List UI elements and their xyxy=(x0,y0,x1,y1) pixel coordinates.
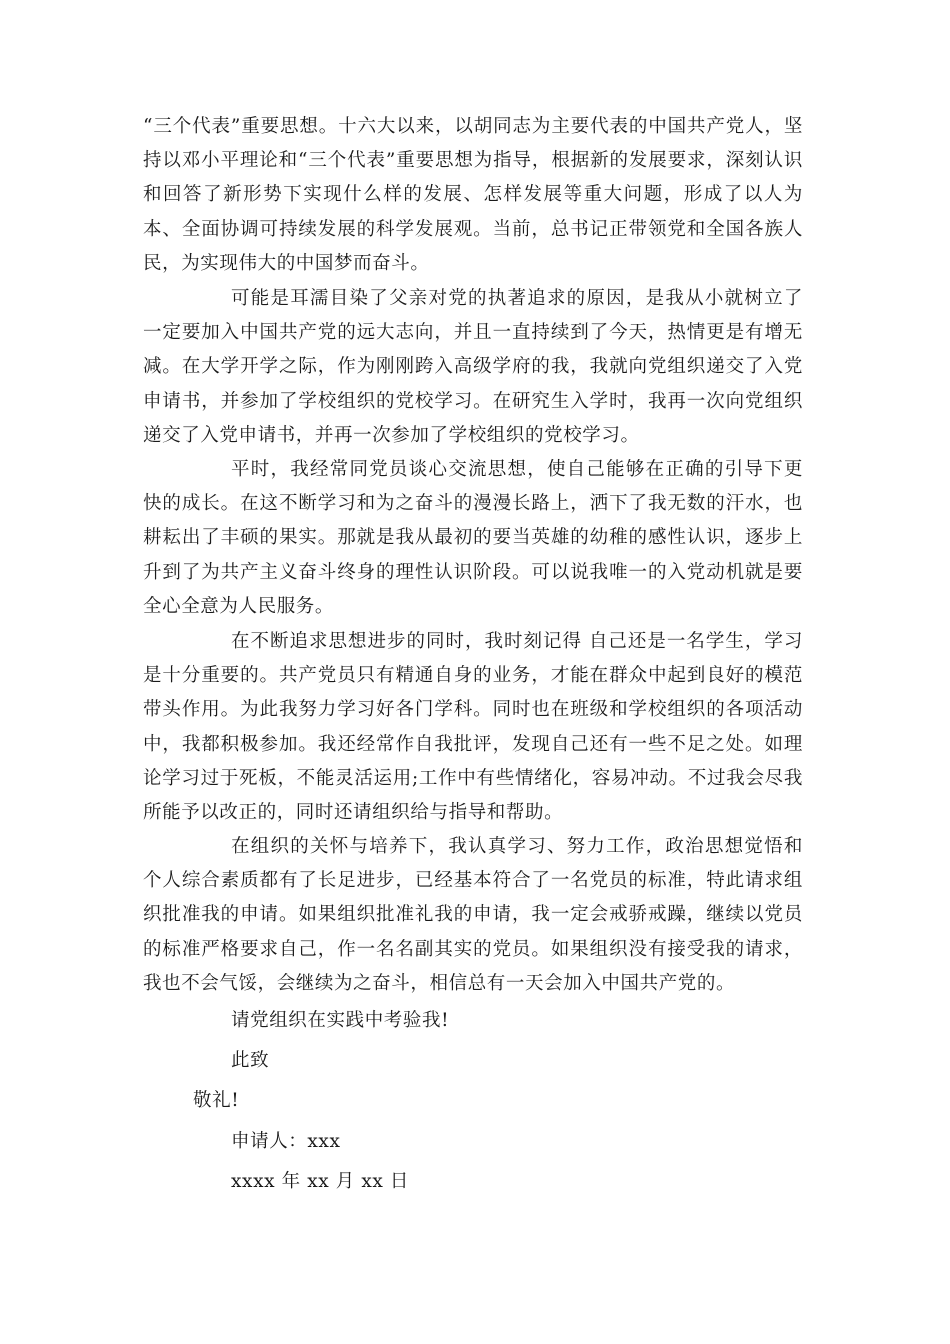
closing-line: 请党组织在实践中考验我! xyxy=(231,1010,450,1031)
paragraph-5: 在组织的关怀与培养下，我认真学习、努力工作，政治思想觉悟和个人综合素质都有了长足进步，已经基本符合了一名党员的标准，特此请求组织批准我的申请。如果组织批准礼我的申请，我一定会戒骄戒躁，继续以党员的标准严格要求自己，作一名名副其实的党员。如果组织没有接受我的请求，我也不会气馁，会继续为之奋斗，相信总有一天会加入中国共产党的。 xyxy=(143,836,803,994)
paragraph-3: 平时，我经常同党员谈心交流思想，使自己能够在正确的引导下更快的成长。在这不断学习和为之奋斗的漫漫长路上，洒下了我无数的汗水，也耕耘出了丰硕的果实。那就是我从最初的要当英雄的幼稚的感性认识，逐步上升到了为共产主义奋斗终身的理性认识阶段。可以说我唯一的入党动机就是要全心全意为人民服务。 xyxy=(143,459,803,617)
paragraph-2: 可能是耳濡目染了父亲对党的执著追求的原因，是我从小就树立了一定要加入中国共产党的远大志向，并且一直持续到了今天，热情更是有增无减。在大学开学之际，作为刚刚跨入高级学府的我，我就向党组织递交了入党申请书，并参加了学校组织的党校学习。在研究生入学时，我再一次向党组织递交了入党申请书，并再一次参加了学校组织的党校学习。 xyxy=(143,288,803,446)
applicant-name: 申请人：xxx xyxy=(231,1131,341,1152)
salutation-cizhi: 此致 xyxy=(231,1050,270,1071)
salutation-jingli: 敬礼! xyxy=(193,1090,240,1111)
paragraph-1: “三个代表”重要思想。十六大以来，以胡同志为主要代表的中国共产党人，坚持以邓小平理论和“三个代表”重要思想为指导，根据新的发展要求，深刻认识和回答了新形势下实现什么样的发展、怎样发展等重大问题，形成了以人为本、全面协调可持续发展的科学发展观。当前，总书记正带领党和全国各族人民，为实现伟大的中国梦而奋斗。 xyxy=(143,116,803,274)
application-date: xxxx 年 xx 月 xx 日 xyxy=(231,1171,409,1192)
paragraph-4: 在不断追求思想进步的同时，我时刻记得 自己还是一名学生，学习是十分重要的。共产党员只有精通自身的业务，才能在群众中起到良好的模范带头作用。为此我努力学习好各门学科。同时也在班级和学校组织的各项活动中，我都积极参加。我还经常作自我批评，发现自己还有一些不足之处。如理论学习过于死板，不能灵活运用;工作中有些情绪化，容易冲动。不过我会尽我所能予以改正的，同时还请组织给与指导和帮助。 xyxy=(143,631,803,824)
